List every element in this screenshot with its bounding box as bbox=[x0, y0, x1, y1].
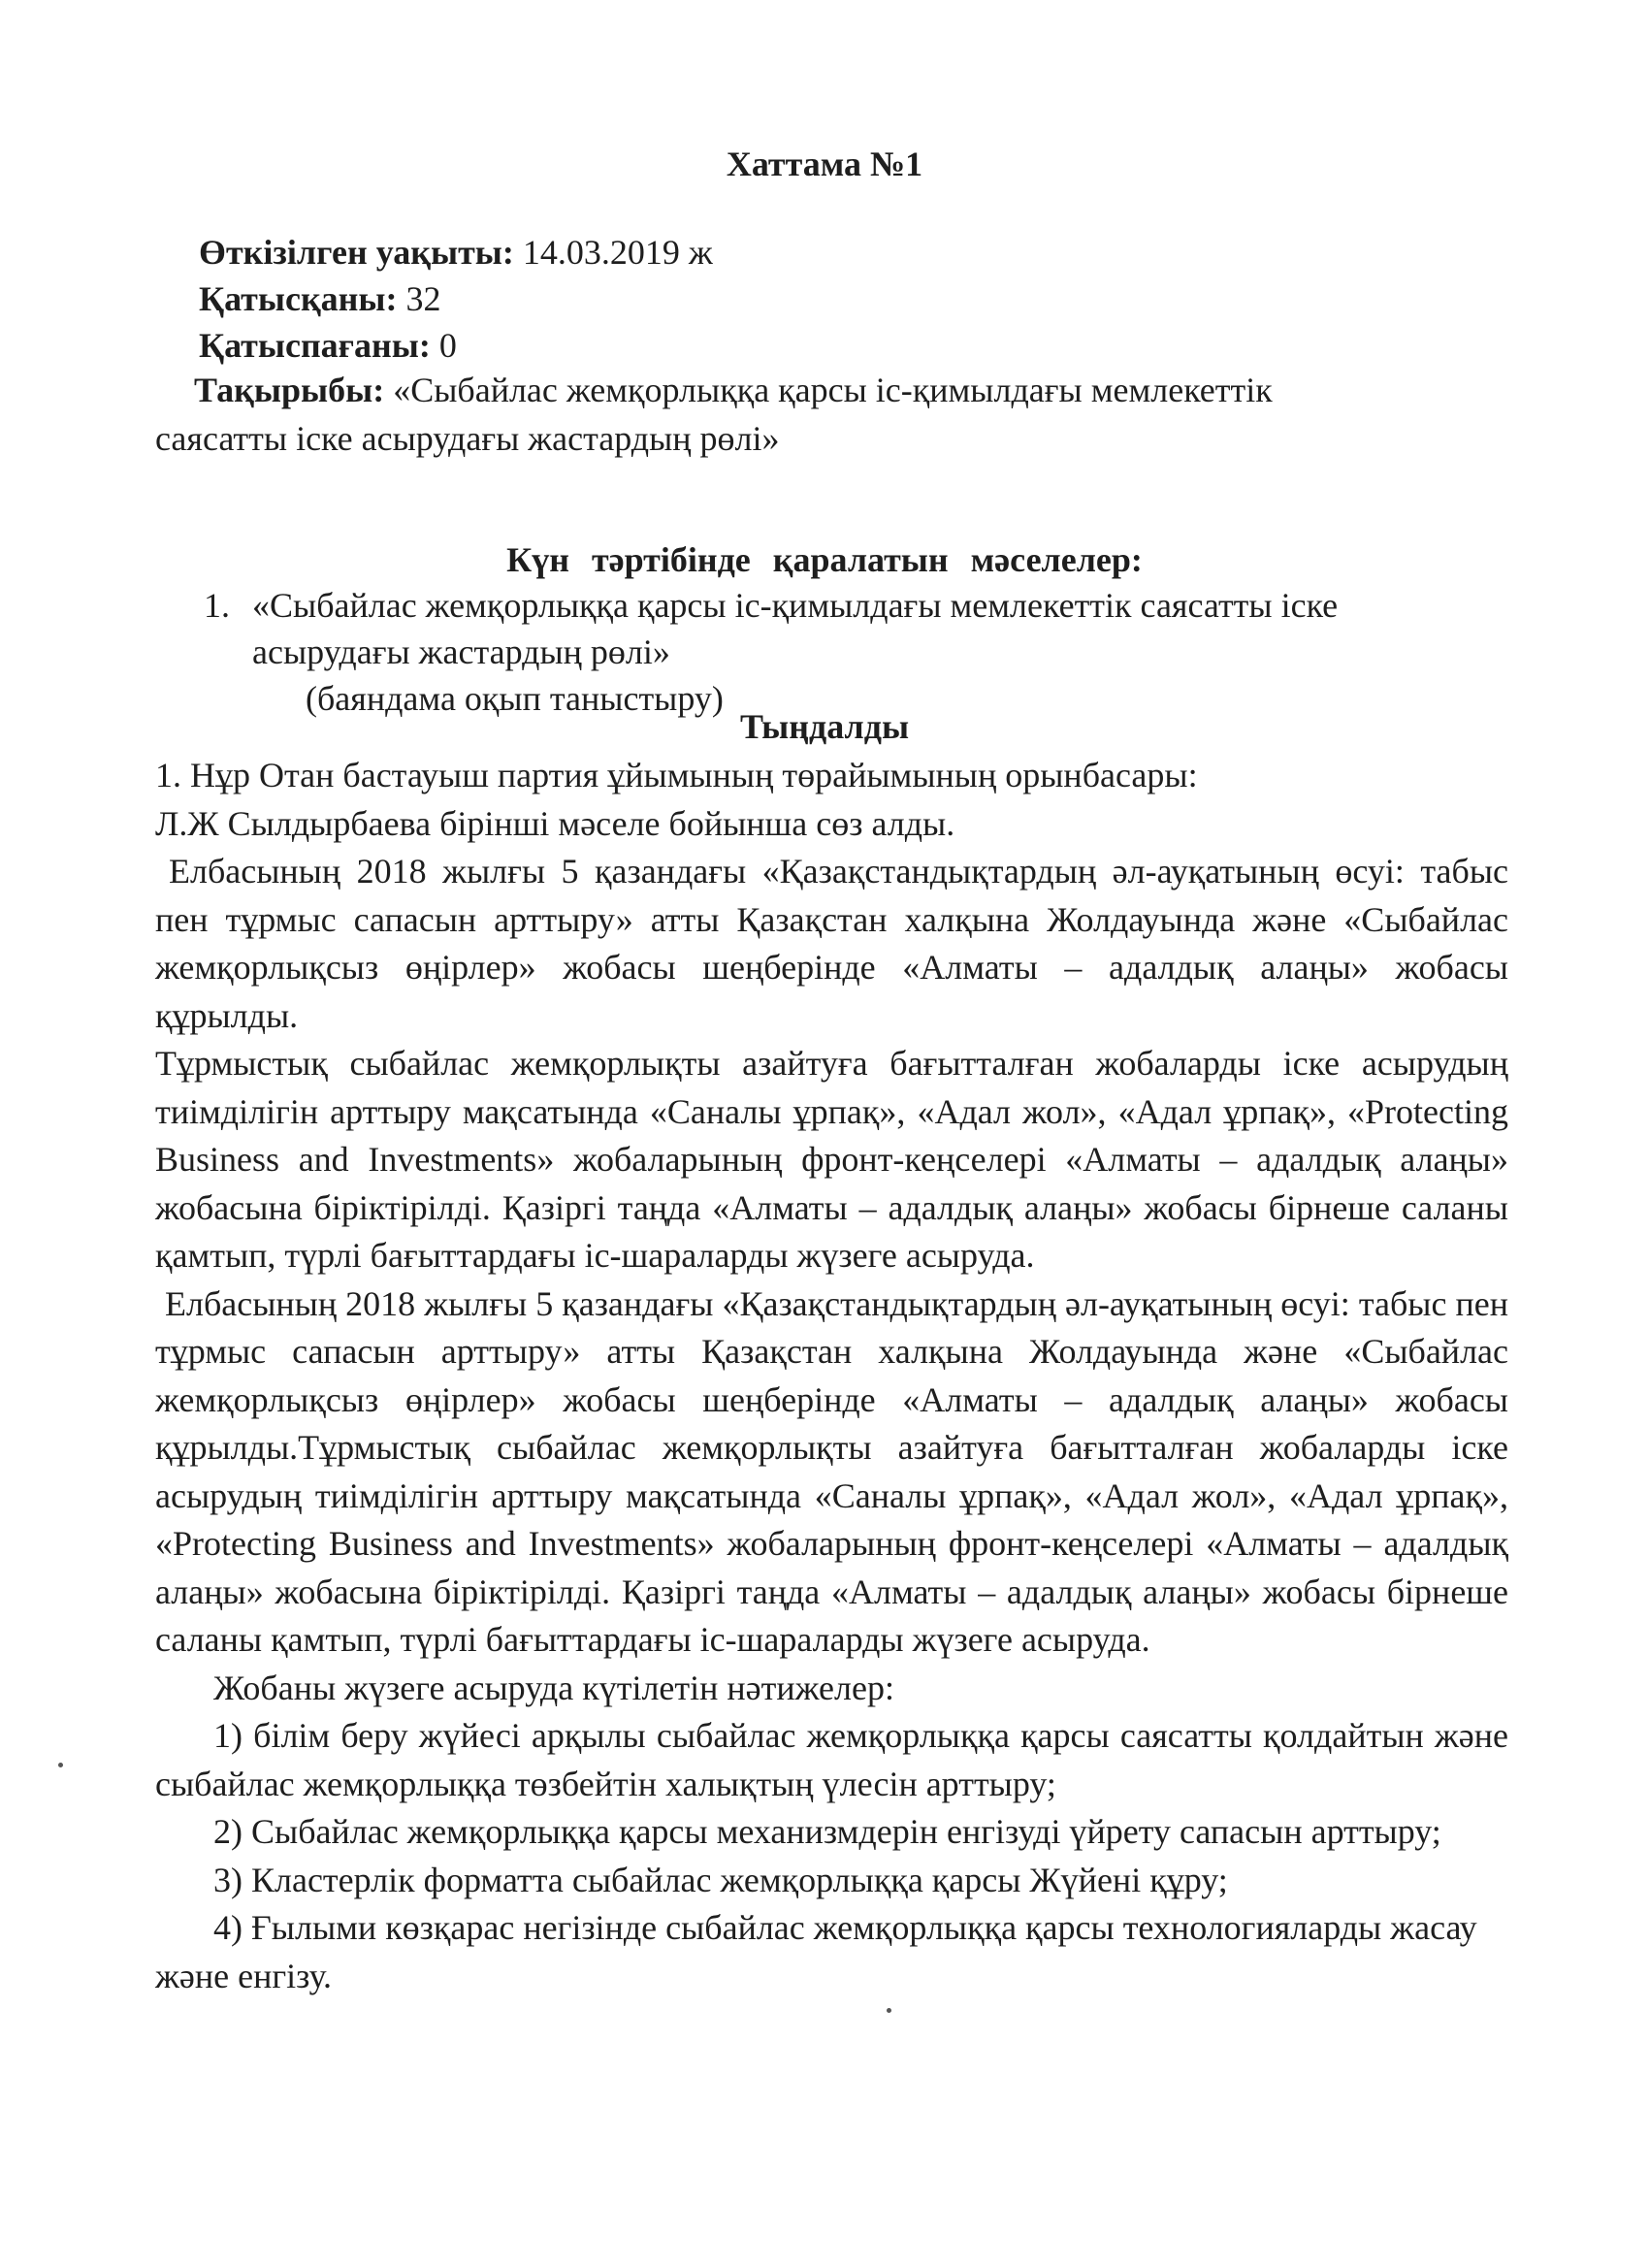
present-value: 32 bbox=[405, 279, 441, 318]
topic-label: Тақырыбы: bbox=[194, 371, 385, 409]
topic-line1: «Сыбайлас жемқорлыққа қарсы іс-қимылдағы мемлекеттік bbox=[393, 371, 1273, 409]
topic bbox=[155, 366, 1513, 463]
scan-speck bbox=[58, 1763, 63, 1767]
result-item: 2) Сыбайлас жемқорлыққа қарсы механизмдерін енгізуді үйрету сапасын арттыру; bbox=[213, 1812, 1441, 1851]
absent-value: 0 bbox=[438, 326, 457, 365]
minutes-body bbox=[155, 752, 1508, 2000]
speaker-line1: 1. Нұр Отан бастауыш партия ұйымының төрайымының орынбасары: bbox=[155, 756, 1198, 794]
agenda-list bbox=[204, 582, 1465, 722]
scan-speck bbox=[887, 2008, 891, 2013]
heard-heading: Тыңдалды bbox=[739, 707, 910, 746]
meta-absent bbox=[199, 321, 457, 370]
agenda-item-note: (баяндама оқып таныстыру) bbox=[306, 679, 724, 718]
topic-line2: саясатты іске асырудағы жастардың рөлі» bbox=[155, 419, 780, 458]
date-value: 14.03.2019 ж bbox=[522, 233, 713, 272]
results-intro: Жобаны жүзеге асыруда күтілетін нәтижелер: bbox=[213, 1668, 894, 1707]
agenda-heading: Күн тәртібінде қаралатын мәселелер: bbox=[506, 540, 1143, 579]
result-item: 1) білім беру жүйесі арқылы сыбайлас жемқорлыққа қарсы саясатты қолдайтын және сыбайлас жемқорлыққа төзбейтін халықтың үлесін арттыру; bbox=[155, 1716, 1508, 1803]
speaker-line2: Л.Ж Сылдырбаева бірінші мәселе бойынша сөз алды. bbox=[155, 803, 955, 843]
agenda-item-line2: асырудағы жастардың рөлі» bbox=[252, 632, 670, 671]
date-label: Өткізілген уақыты: bbox=[199, 233, 514, 272]
agenda-item-number: 1. bbox=[204, 586, 230, 625]
result-item: 4) Ғылыми көзқарас негізінде сыбайлас жемқорлыққа қарсы технологияларды жасау және енгізу. bbox=[155, 1908, 1477, 1995]
present-label: Қатысқаны: bbox=[199, 279, 398, 318]
paragraph-1: Елбасының 2018 жылғы 5 қазандағы «Қазақстандықтардың әл-ауқатының өсуі: табыс пен тұрмыс сапасын арттыру» атты Қазақстан халқына Жолдауында және «Сыбайлас жемқорлықсыз өңірлер» жобасы шеңберінде «Алматы – адалдық алаңы» жобасы құрылды. bbox=[155, 852, 1508, 1035]
absent-label: Қатыспағаны: bbox=[199, 326, 431, 365]
agenda-item-line1: «Сыбайлас жемқорлыққа қарсы іс-қимылдағы мемлекеттік саясатты іске bbox=[252, 586, 1339, 625]
paragraph-2: Тұрмыстық сыбайлас жемқорлықты азайтуға бағытталған жобаларды іске асырудың тиімділігін арттыру мақсатында «Саналы ұрпақ», «Адал жол», «Адал ұрпақ», «Protecting Business and Investments» жобаларының фронт-кеңселері «Алматы – адалдық алаңы» жобасына біріктірілді. Қазіргі таңда «Алматы – адалдық алаңы» жобасы бірнеше саланы қамтып, түрлі бағыттардағы іс-шараларды жүзеге асыруда. bbox=[155, 1044, 1508, 1275]
result-item: 3) Кластерлік форматта сыбайлас жемқорлыққа қарсы Жүйені құру; bbox=[213, 1860, 1228, 1899]
document-title: Хаттама №1 bbox=[726, 145, 923, 183]
paragraph-3: Елбасының 2018 жылғы 5 қазандағы «Қазақстандықтардың әл-ауқатының өсуі: табыс пен тұрмыс сапасын арттыру» атты Қазақстан халқына Жолдауында және «Сыбайлас жемқорлықсыз өңірлер» жобасы шеңберінде «Алматы – адалдық алаңы» жобасы құрылды.Тұрмыстық сыбайлас жемқорлықты азайтуға бағытталған жобаларды іске асырудың тиімділігін арттыру мақсатында «Саналы ұрпақ», «Адал жол», «Адал ұрпақ», «Protecting Business and Investments» жобаларының фронт-кеңселері «Алматы – адалдық алаңы» жобасына біріктірілді. Қазіргі таңда «Алматы – адалдық алаңы» жобасы бірнеше саланы қамтып, түрлі бағыттардағы іс-шараларды жүзеге асыруда. bbox=[155, 1283, 1508, 1659]
meta-date bbox=[199, 228, 713, 276]
meta-present bbox=[199, 275, 441, 323]
